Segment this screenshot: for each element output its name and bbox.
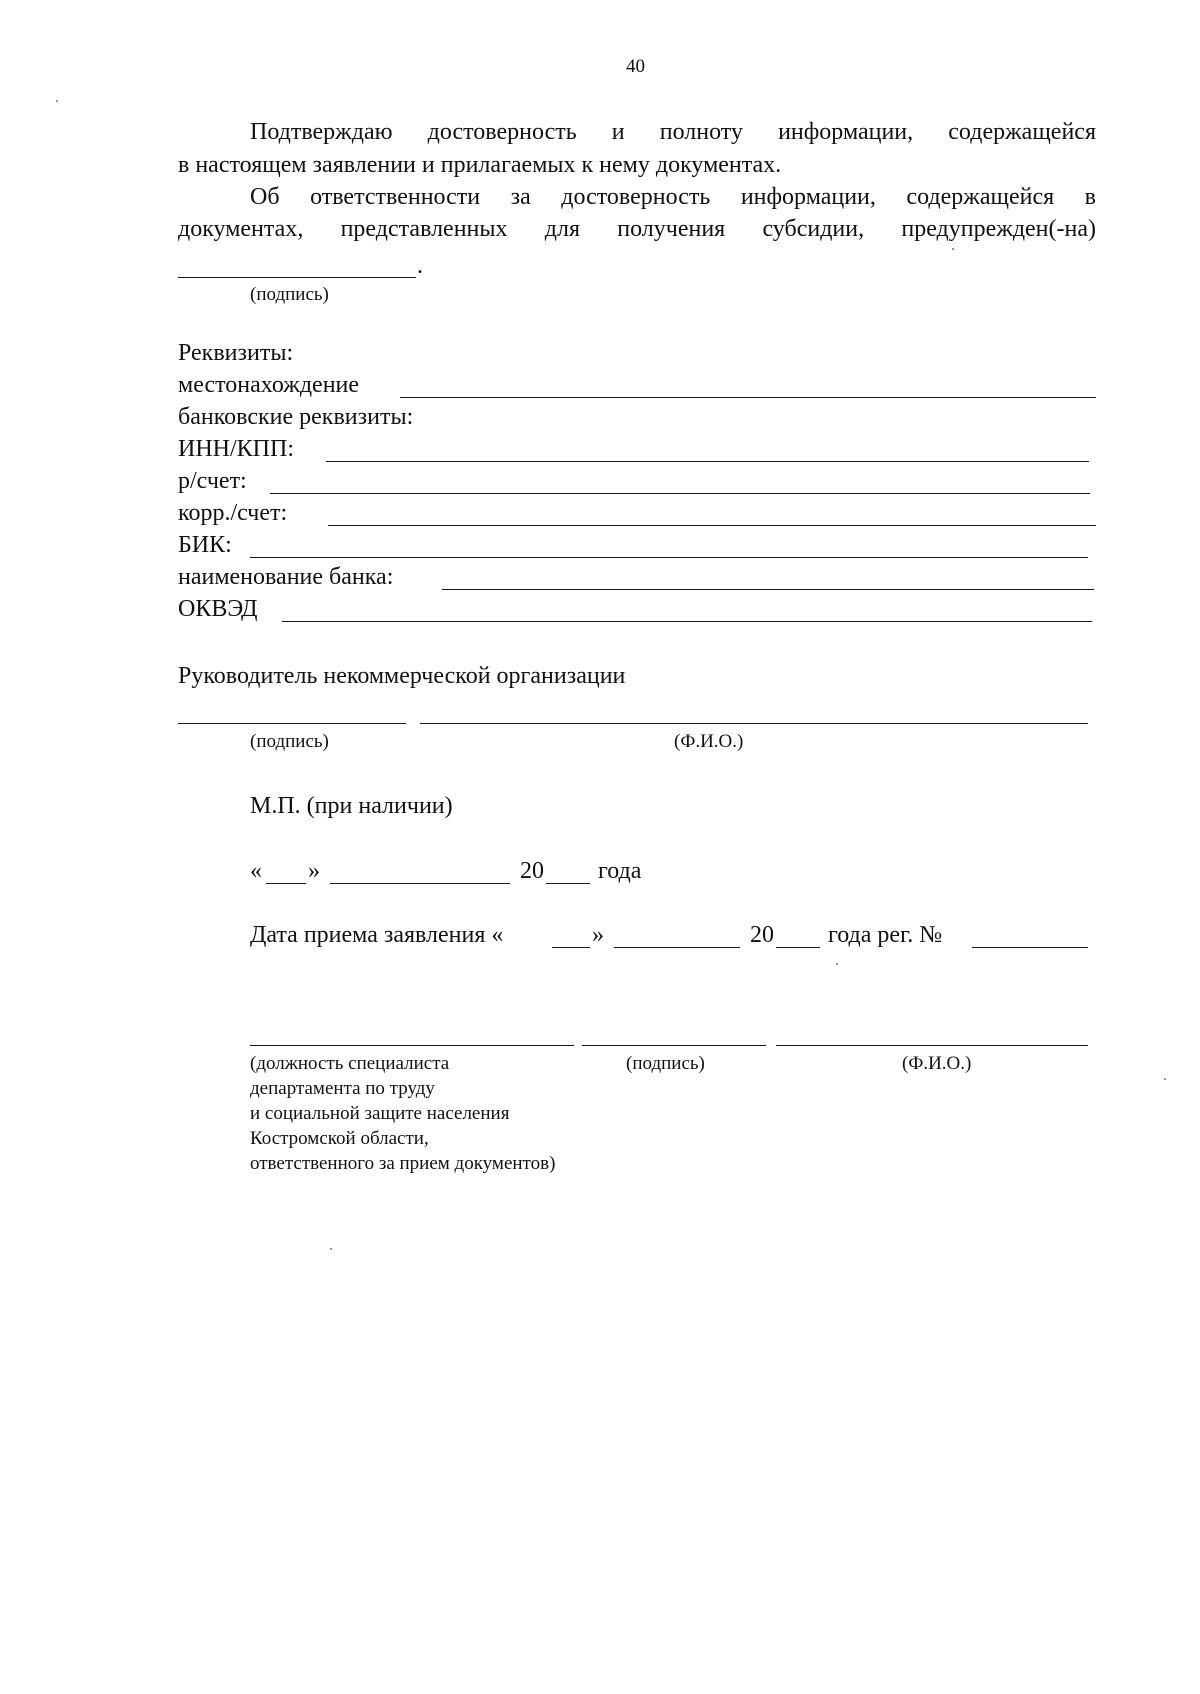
- bank-details-label: банковские реквизиты:: [178, 404, 414, 430]
- applicant-signature-line: [178, 277, 416, 278]
- bank-name-field-line: [442, 589, 1094, 590]
- specialist-position-caption-line-5: ответственного за прием документов): [250, 1153, 556, 1174]
- applicant-signature-caption: (подпись): [250, 284, 329, 305]
- date-open-quote: «: [250, 858, 262, 884]
- confirmation-paragraph-line-1: Подтверждаю достоверность и полноту информации, содержащейся: [250, 119, 1096, 145]
- okved-label: ОКВЭД: [178, 596, 258, 622]
- corr-account-field-line: [328, 525, 1096, 526]
- specialist-signature-line: [582, 1045, 766, 1046]
- bik-field-line: [250, 557, 1088, 558]
- specialist-position-line: [250, 1045, 574, 1046]
- date-day-line: [266, 883, 306, 884]
- location-label: местонахождение: [178, 372, 360, 398]
- account-field-line: [270, 493, 1090, 494]
- date-year-prefix: 20: [520, 858, 544, 884]
- bik-label: БИК:: [178, 532, 232, 558]
- receipt-close-quote: »: [592, 922, 604, 948]
- account-label: р/счет:: [178, 468, 247, 494]
- head-fio-caption: (Ф.И.О.): [674, 731, 744, 752]
- requisites-heading: Реквизиты:: [178, 340, 294, 366]
- inn-kpp-label: ИНН/КПП:: [178, 436, 295, 462]
- location-field-line: [400, 397, 1096, 398]
- date-month-line: [330, 883, 510, 884]
- responsibility-paragraph-line-1: Об ответственности за достоверность информации, содержащейся в: [250, 184, 1096, 210]
- specialist-position-caption-line-4: Костромской области,: [250, 1128, 429, 1149]
- receipt-year-prefix: 20: [750, 922, 774, 948]
- specialist-fio-caption: (Ф.И.О.): [902, 1053, 972, 1074]
- specialist-position-caption-line-3: и социальной защите населения: [250, 1103, 510, 1124]
- head-fio-line: [420, 723, 1088, 724]
- specialist-signature-caption: (подпись): [626, 1053, 705, 1074]
- date-year-suffix: года: [598, 858, 642, 884]
- date-close-quote: »: [308, 858, 320, 884]
- scan-speck: [56, 100, 58, 102]
- corr-account-label: корр./счет:: [178, 500, 288, 526]
- registration-number-line: [972, 947, 1088, 948]
- page-number: 40: [626, 56, 645, 77]
- scan-speck: [952, 248, 954, 250]
- responsibility-paragraph-line-2: документах, представленных для получения субсидии, предупрежден(-на): [178, 216, 1096, 242]
- head-signature-line: [178, 723, 406, 724]
- scan-speck: [330, 1248, 332, 1250]
- head-title: Руководитель некоммерческой организации: [178, 663, 626, 689]
- receipt-day-line: [552, 947, 590, 948]
- specialist-position-caption-line-2: департамента по труду: [250, 1078, 435, 1099]
- confirmation-paragraph-line-2: в настоящем заявлении и прилагаемых к нему документах.: [178, 152, 782, 178]
- signature-period: .: [417, 253, 423, 279]
- receipt-month-line: [614, 947, 740, 948]
- receipt-year-line: [776, 947, 820, 948]
- inn-kpp-field-line: [326, 461, 1089, 462]
- specialist-position-caption-line-1: (должность специалиста: [250, 1053, 450, 1074]
- head-signature-caption: (подпись): [250, 731, 329, 752]
- scan-speck: [836, 963, 838, 965]
- okved-field-line: [282, 621, 1092, 622]
- scan-speck: [1164, 1078, 1166, 1080]
- bank-name-label: наименование банка:: [178, 564, 394, 590]
- stamp-label: М.П. (при наличии): [250, 793, 453, 819]
- receipt-date-label: Дата приема заявления «: [250, 922, 504, 948]
- specialist-fio-line: [776, 1045, 1088, 1046]
- receipt-suffix: года рег. №: [828, 922, 943, 948]
- date-year-line: [546, 883, 590, 884]
